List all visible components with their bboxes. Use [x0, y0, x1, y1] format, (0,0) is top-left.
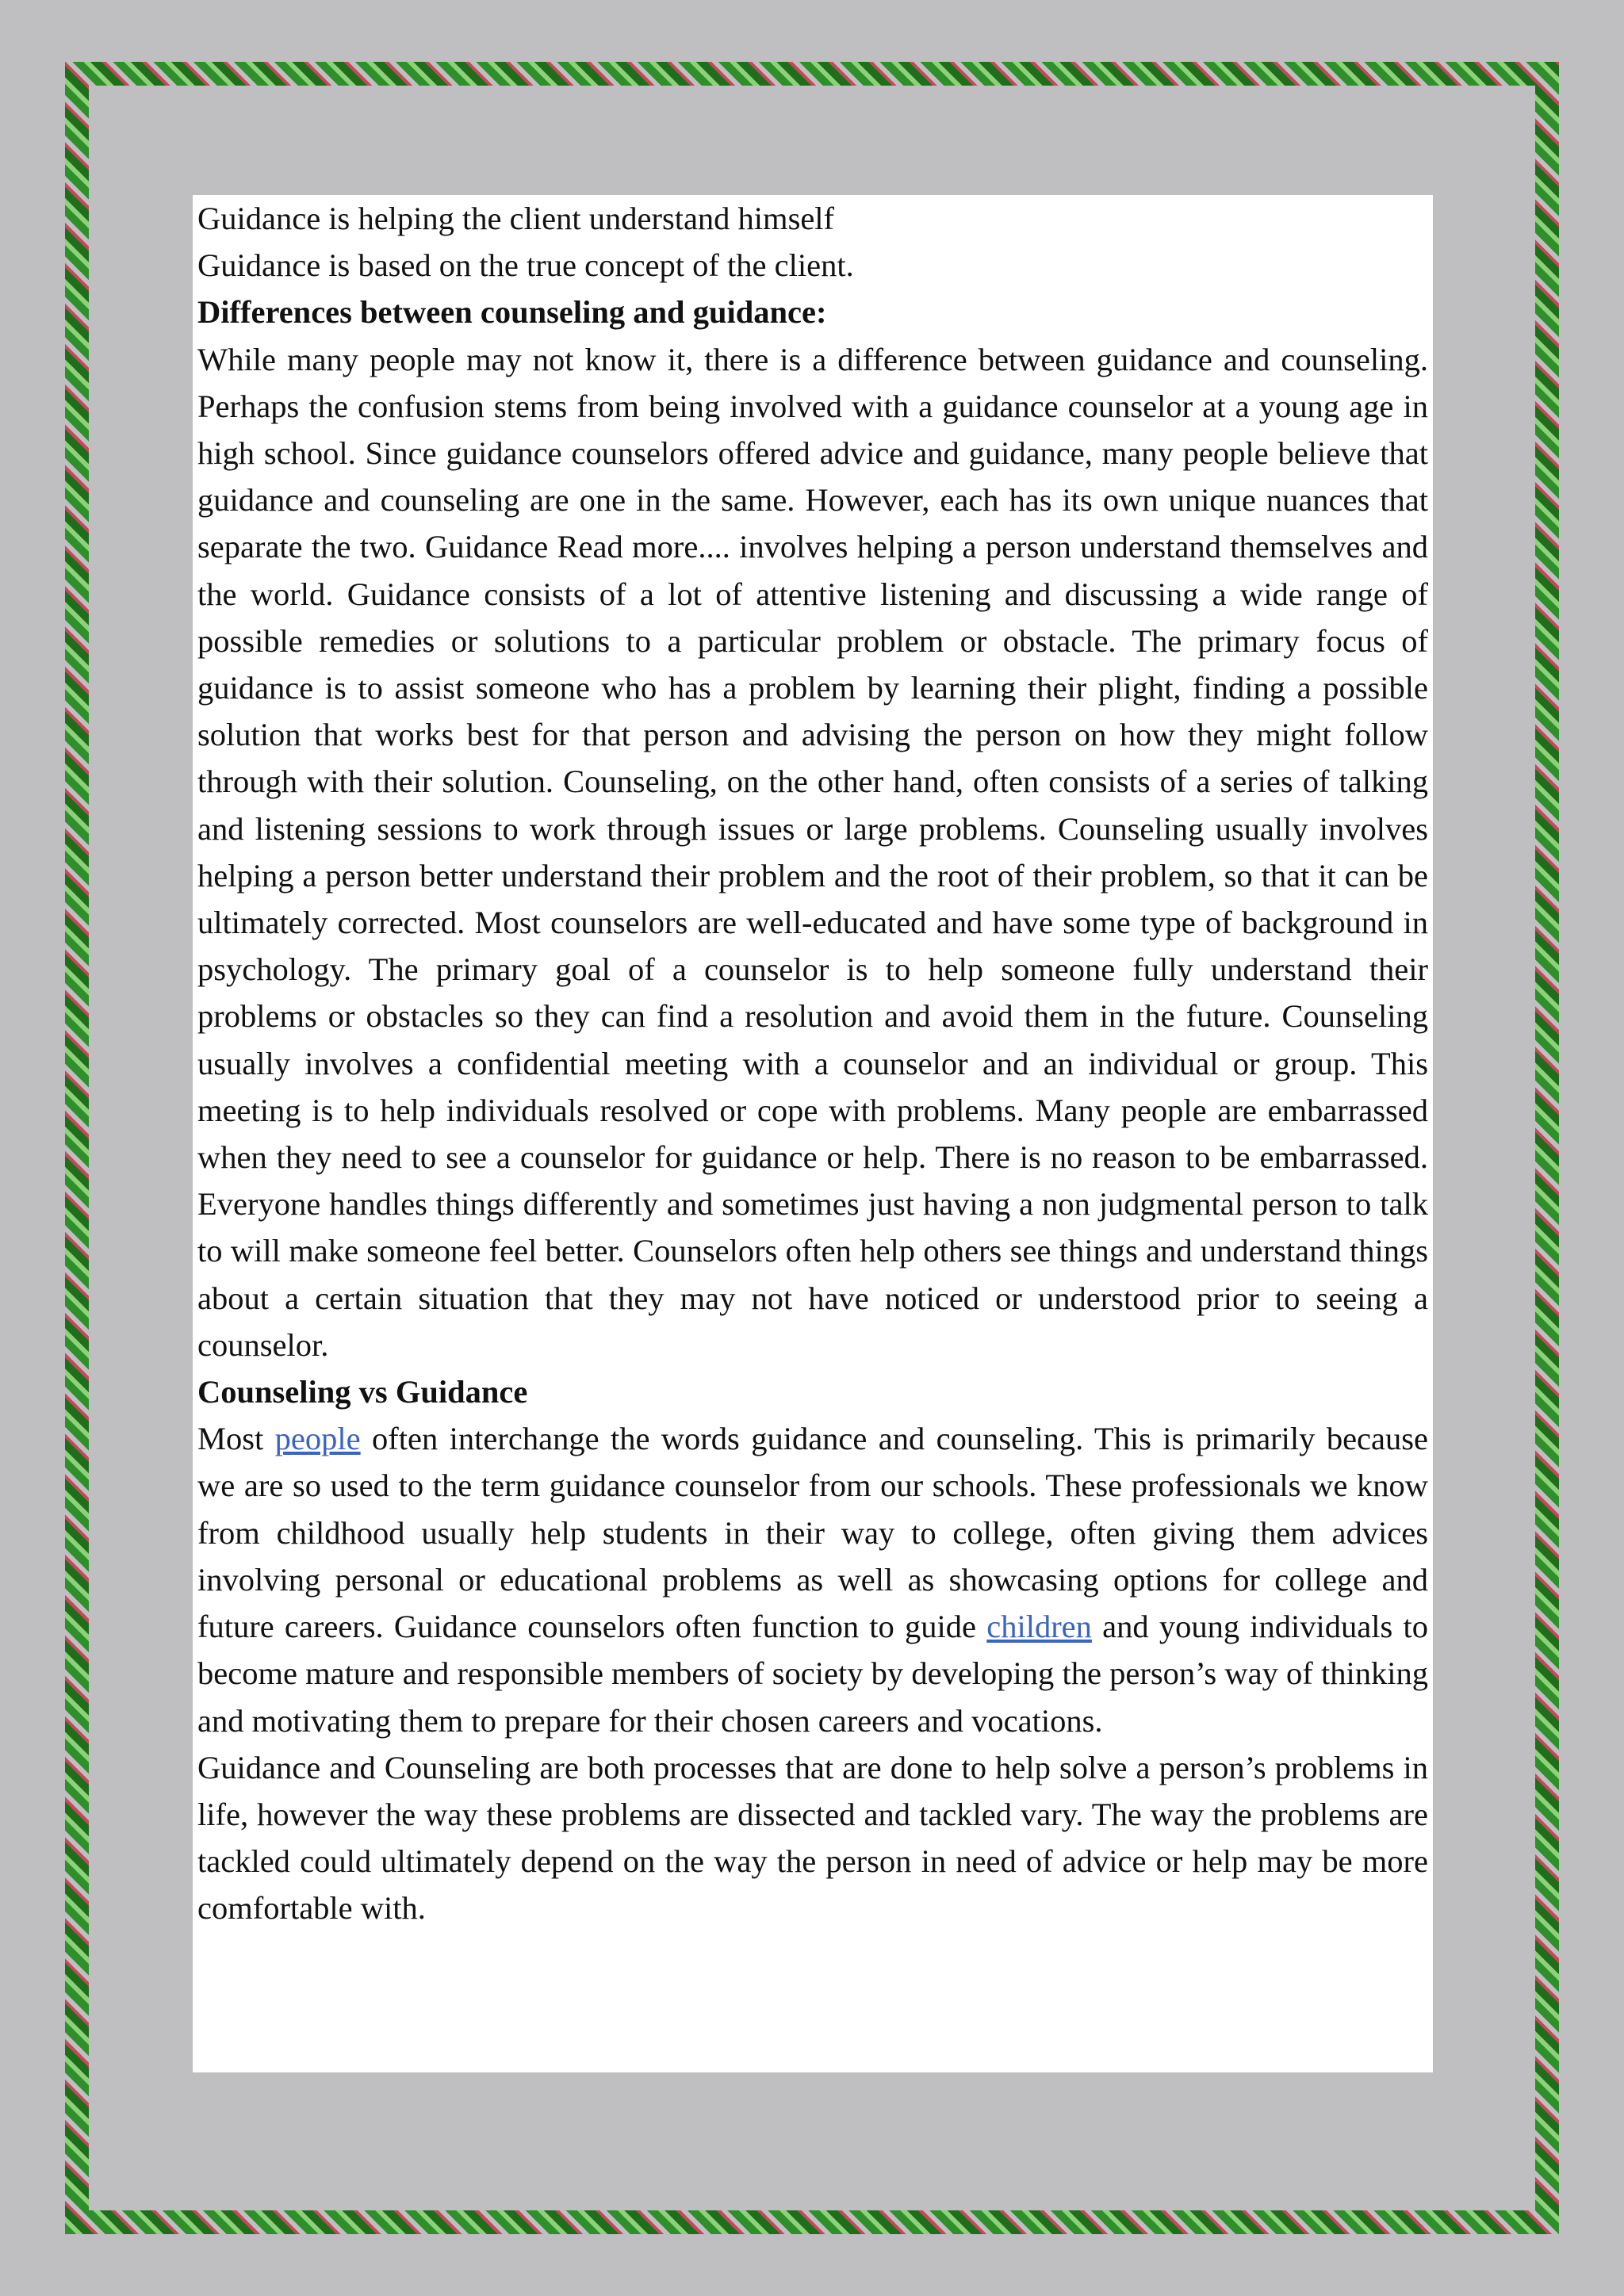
paragraph-counseling-vs-guidance	[197, 1415, 1428, 1743]
paragraph-differences: While many people may not know it, there is a difference between guidance and counseling. Perhaps the confusion stems from being involved with a guidance counselor at a young age in high school. Since guidance counselors offered advice and guidance, many people believe that guidance and counseling are one in the same. However, each has its own unique nuances that separate the two. Guidance Read more.... involves helping a person understand themselves and the world. Guidance consists of a lot of attentive listening and discussing a wide range of possible remedies or solutions to a particular problem or obstacle. The primary focus of guidance is to assist someone who has a problem by learning their plight, finding a possible solution that works best for that person and advising the person on how they might follow through with their solution. Counseling, on the other hand, often consists of a series of talking and listening sessions to work through issues or large problems. Counseling usually involves helping a person better understand their problem and the root of their problem, so that it can be ultimately corrected. Most counselors are well-educated and have some type of background in psychology. The primary goal of a counselor is to help someone fully understand their problems or obstacles so they can find a resolution and avoid them in the future. Counseling usually involves a confidential meeting with a counselor and an individual or group. This meeting is to help individuals resolved or cope with problems. Many people are embarrassed when they need to see a counselor for guidance or help. There is no reason to be embarrassed. Everyone handles things differently and sometimes just having a non judgmental person to talk to will make someone feel better. Counselors often help others see things and understand things about a certain situation that they may not have noticed or understood prior to seeing a counselor.	[197, 341, 1428, 1363]
document-content	[193, 195, 1433, 2072]
intro-line-1: Guidance is helping the client understand himself	[197, 201, 835, 236]
paragraph-text: often interchange the words guidance and counseling. This is primarily because we are so used to the term guidance counselor from our schools. These professionals we know from childhood usually help students in their way to college, often giving them advices involving personal or educational problems as well as showcasing options for college and future careers. Guidance counselors often function to guide	[197, 1421, 1428, 1645]
paragraph-processes: Guidance and Counseling are both processes that are done to help solve a person’s problems in life, however the way these problems are dissected and tackled vary. The way the problems are tackled could ultimately depend on the way the person in need of advice or help may be more comfortable with.	[197, 1749, 1428, 1927]
paragraph-text: and young individuals to become mature and responsible members of society by developing the person’s way of thinking and motivating them to prepare for their chosen careers and vocations.	[197, 1609, 1428, 1739]
people-link[interactable]: people	[274, 1421, 361, 1457]
section-heading-counseling-vs-guidance: Counseling vs Guidance	[197, 1374, 528, 1410]
paragraph-text: Most	[197, 1421, 275, 1457]
children-link[interactable]: children	[986, 1609, 1092, 1645]
section-heading-differences: Differences between counseling and guidance:	[197, 294, 827, 331]
intro-line-2: Guidance is based on the true concept of the client.	[197, 247, 854, 284]
